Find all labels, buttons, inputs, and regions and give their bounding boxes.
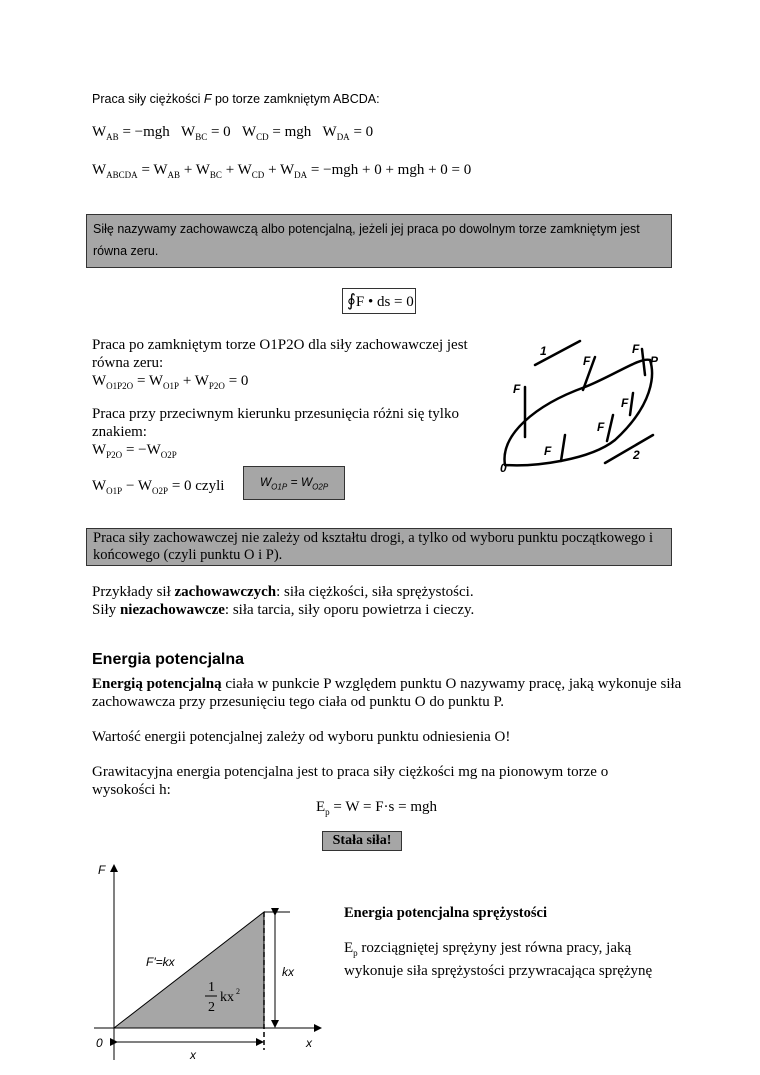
force-label: F <box>621 396 629 410</box>
area-numerator: 1 <box>208 980 215 995</box>
contour-integral-icon: ∮ <box>347 291 356 310</box>
potential-def-bold: Energią potencjalną <box>92 676 222 692</box>
spring-line2: wykonuje siła sprężystości przywracająca sprężynę <box>344 963 653 979</box>
path-label-2: 2 <box>633 448 640 462</box>
ex1-suffix: : siła ciężkości, siła sprężystości. <box>276 584 474 600</box>
value-bc: = 0 <box>210 124 231 140</box>
equal-work-box: $W_{O1P} = W_{O2P}$ <box>243 466 345 500</box>
force-label: F <box>583 354 591 368</box>
opposite-direction-paragraph <box>92 405 492 464</box>
czyli-sub1: O1P <box>106 486 123 496</box>
work-area <box>114 912 264 1028</box>
width-label: x <box>190 1048 196 1062</box>
sub-ab: AB <box>106 132 119 142</box>
force-label: F <box>544 444 552 458</box>
spring-e: E <box>344 940 354 956</box>
potential-energy-definition <box>92 675 682 711</box>
potential-def-rest: ciała w punkcie P względem punktu O nazywamy pracę, jaką wykonuje siła zachowawcza przy przesunięciu tego ciała od punktu O do punktu P. <box>92 676 682 710</box>
height-label: kx <box>282 965 294 979</box>
conservative-definition-text: Siłę nazywamy zachowawczą albo potencjalną, jeżeli jej praca po dowolnym torze zamkniętym jest równa zeru. <box>93 222 640 258</box>
path-independence-text: Praca siły zachowawczej nie zależy od kształtu drogi, a tylko od wyboru punktu początkowego i końcowego (czyli punktu O i P). <box>93 530 654 563</box>
spring-energy-heading: Energia potencjalna sprężystości <box>344 905 547 921</box>
spring-line1 <box>344 939 674 962</box>
sub-da-total: DA <box>294 170 308 180</box>
value-da: = 0 <box>353 124 374 140</box>
y-axis-label: F <box>98 863 106 877</box>
eq-mid2: + W <box>179 373 209 389</box>
total-result: = −mgh + 0 + mgh + 0 = 0 <box>310 162 472 178</box>
czyli-equation: $W_{O1P} - W_{O2P} = 0$ czyli <box>92 478 225 496</box>
area-denominator: 2 <box>208 1000 215 1015</box>
opposite-mid: = −W <box>122 442 161 458</box>
sub-p2o-2: P2O <box>106 450 123 460</box>
box-sub1: O1P <box>271 482 288 492</box>
ex2-bold: niezachowawcze <box>119 602 225 618</box>
ep-sub: p <box>325 807 330 817</box>
czyli-end: = 0 czyli <box>168 478 225 494</box>
spring-line1-text: rozciągniętej sprężyny jest równa pracy, jaką <box>357 940 632 956</box>
ex1-prefix: Przykłady sił <box>92 584 175 600</box>
nonconservative-examples <box>92 601 692 619</box>
force-vector <box>642 349 645 375</box>
closed-path-diagram <box>495 335 670 475</box>
sub-o1p: O1P <box>163 381 180 391</box>
eq-mid: = W <box>133 373 164 389</box>
sub-cd: CD <box>256 132 269 142</box>
origin-label: 0 <box>96 1036 103 1050</box>
force-vector <box>561 435 565 461</box>
gravity-line2: wysokości h: <box>92 782 171 798</box>
sub-da: DA <box>336 132 350 142</box>
ex2-suffix: : siła tarcia, siły oporu powietrza i cieczy. <box>224 602 475 618</box>
sub-abcda: ABCDA <box>106 170 138 180</box>
gravity-line1: Grawitacyjna energia potencjalna jest to praca siły ciężkości mg na pionowym torze o <box>92 764 609 780</box>
potential-energy-heading: Energia potencjalna <box>92 651 245 668</box>
force-symbol: F <box>203 92 212 106</box>
force-label: F <box>632 342 640 356</box>
path-independence-box <box>86 528 672 566</box>
ex2-prefix: Siły <box>92 602 120 618</box>
area-kx: kx <box>220 990 234 1005</box>
eq-end: = 0 <box>224 373 249 389</box>
ep-e: E <box>316 799 326 815</box>
box-mid: = W <box>287 475 313 489</box>
sub-cd-total: CD <box>251 170 265 180</box>
force-law-label: F'=kx <box>146 955 175 969</box>
opposite-equation: $W_{P2O} = -W_{O2P}$ <box>92 442 177 460</box>
point-p-label: P <box>650 354 659 368</box>
closed-integral-box <box>342 288 416 314</box>
czyli-mid: − W <box>122 478 153 494</box>
sub-p2o: P2O <box>208 381 225 391</box>
box-sub2: O2P <box>312 482 329 492</box>
path-label-1: 1 <box>540 344 547 358</box>
sub-o1p2o: O1P2O <box>106 381 134 391</box>
integral-text: F • ds = 0 <box>355 294 414 310</box>
closed-path-paragraph <box>92 336 492 395</box>
value-cd: = mgh <box>272 124 312 140</box>
ex1-bold: zachowawczych <box>174 584 277 600</box>
ep-rest: = W = F·s = mgh <box>329 799 438 815</box>
sub-o2p: O2P <box>160 450 177 460</box>
area-exponent: 2 <box>236 987 240 996</box>
closed-path-equation: $W_{O1P2O} = W_{O1P} + W_{P2O} = 0$ <box>92 373 249 391</box>
spring-energy-text <box>344 939 674 980</box>
opposite-line2: znakiem: <box>92 424 147 440</box>
conservative-examples <box>92 583 692 601</box>
examples-paragraph <box>92 583 692 619</box>
reference-point-note: Wartość energii potencjalnej zależy od wyboru punktu odniesienia O! <box>92 729 511 745</box>
direction-arrow-2 <box>605 435 653 463</box>
spring-force-graph <box>90 860 330 1065</box>
intro-line <box>92 92 380 106</box>
point-o-label: 0 <box>500 461 507 475</box>
opposite-line1: Praca przy przeciwnym kierunku przesunięcia różni się tylko <box>92 406 459 422</box>
intro-suffix: po torze zamkniętym ABCDA: <box>211 92 380 106</box>
work-total-equation: $W_{ABCDA} = W_{AB} + W_{BC} + W_{CD} + W_{DA} = -mgh + 0$ + mgh + 0 = 0 <box>92 162 472 180</box>
force-label: F <box>513 382 521 396</box>
force-vector <box>607 415 613 441</box>
constant-force-box: Stała siła! <box>322 831 402 851</box>
gravity-paragraph <box>92 763 682 799</box>
spring-sub: p <box>353 948 358 958</box>
intro-prefix: Praca siły ciężkości <box>92 92 204 106</box>
sub-bc: BC <box>195 132 208 142</box>
sub-ab-total: AB <box>167 170 181 180</box>
conservative-definition-box <box>86 214 672 268</box>
force-vector <box>630 393 633 415</box>
work-values-equation: $W_{AB} = -mgh$ $W_{BC} = 0$ $W_{CD}$ = mgh $W_{DA} = 0$ <box>92 124 374 142</box>
gravity-energy-formula <box>316 798 437 821</box>
czyli-sub2: O2P <box>152 486 169 496</box>
closed-path-line1: Praca po zamkniętym torze O1P2O dla siły zachowawczej jest <box>92 337 468 353</box>
sub-bc-total: BC <box>209 170 222 180</box>
closed-path-line2: równa zeru: <box>92 355 164 371</box>
force-label: F <box>597 420 605 434</box>
x-axis-label: x <box>306 1036 312 1050</box>
value-ab: = −mgh <box>122 124 170 140</box>
